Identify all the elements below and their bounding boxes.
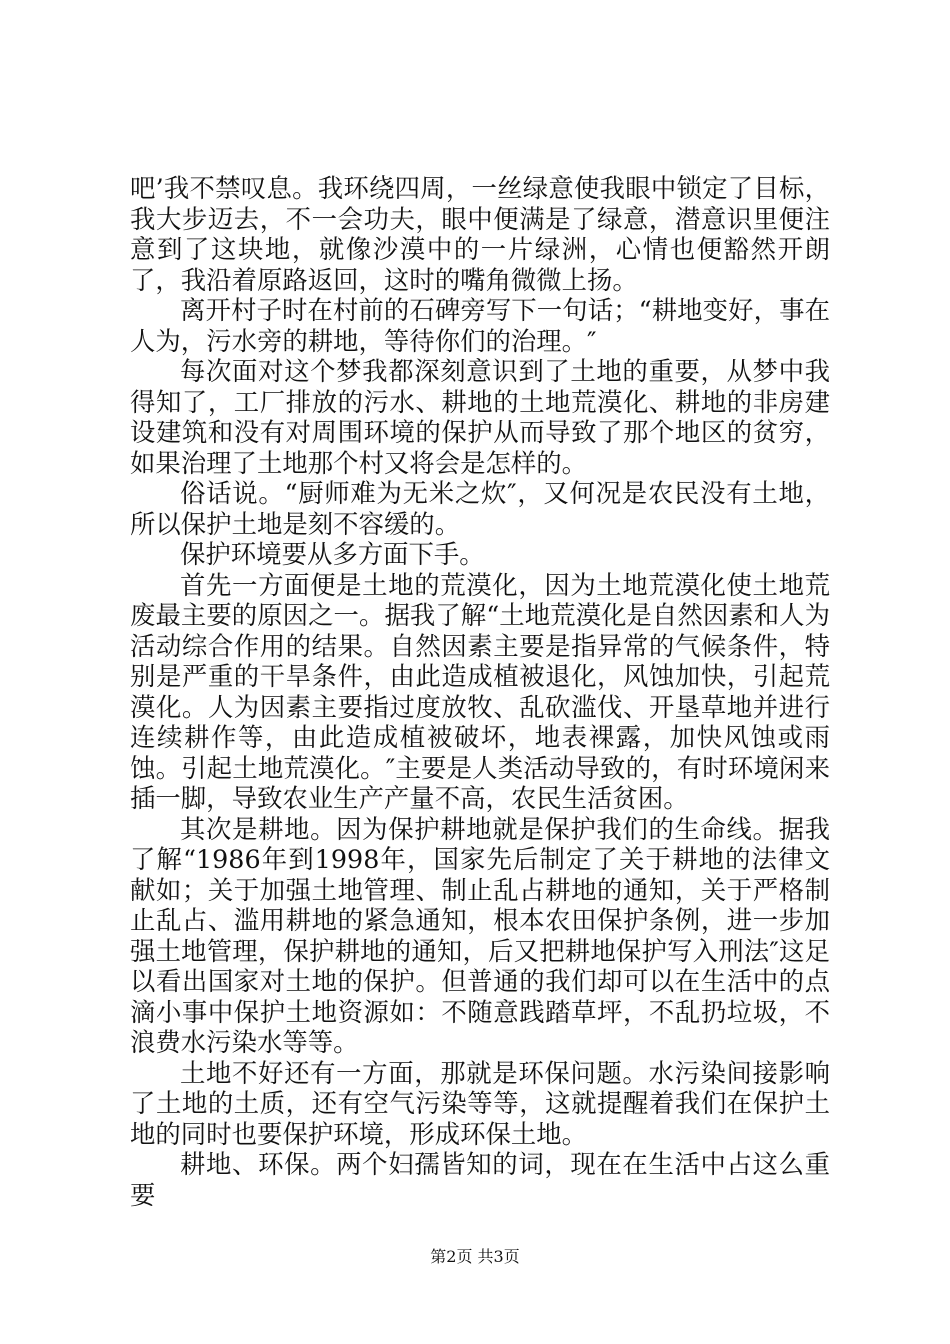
page-number-footer: 第2页 共3页 [430,1247,520,1266]
paragraph-3: 每次面对这个梦我都深刻意识到了土地的重要，从梦中我得知了，工厂排放的污水、耕地的土地荒漠化、耕地的非房建设建筑和没有对周围环境的保护从而导致了那个地区的贫穷，如果治理了土地那个村又将会是怎样的。 [130,356,830,478]
paragraph-1: 吧’我不禁叹息。我环绕四周，一丝绿意使我眼中锁定了目标，我大步迈去，不一会功夫，眼中便满是了绿意，潜意识里便注意到了这块地，就像沙漠中的一片绿洲，心情也便豁然开朗了，我沿着原路返回，这时的嘴角微微上扬。 [130,173,830,295]
paragraph-2: 离开村子时在村前的石碑旁写下一句话；“耕地变好，事在人为，污水旁的耕地，等待你们的治理。″ [130,295,830,356]
paragraph-4: 俗话说。“厨师难为无米之炊″，又何况是农民没有土地，所以保护土地是刻不容缓的。 [130,478,830,539]
document-body [130,173,830,1210]
paragraph-5: 保护环境要从多方面下手。 [180,539,485,569]
paragraph-7: 其次是耕地。因为保护耕地就是保护我们的生命线。据我了解“1986年到1998年，国家先后制定了关于耕地的法律文献如；关于加强土地管理、制止乱占耕地的通知，关于严格制止乱占、滥用耕地的紧急通知，根本农田保护条例，进一步加强土地管理，保护耕地的通知，后又把耕地保护写入刑法″这足以看出国家对土地的保护。但普通的我们却可以在生活中的点滴小事中保护土地资源如：不随意践踏草坪，不乱扔垃圾，不浪费水污染水等等。 [130,813,830,1057]
paragraph-8: 土地不好还有一方面，那就是环保问题。水污染间接影响了土地的土质，还有空气污染等等，这就提醒着我们在保护土地的同时也要保护环境，形成环保土地。 [130,1057,830,1149]
paragraph-6: 首先一方面便是土地的荒漠化，因为土地荒漠化使土地荒废最主要的原因之一。据我了解“土地荒漠化是自然因素和人为活动综合作用的结果。自然因素主要是指异常的气候条件，特别是严重的干旱条件，由此造成植被退化，风蚀加快，引起荒漠化。人为因素主要指过度放牧、乱砍滥伐、开垦草地并进行连续耕作等，由此造成植被破坏，地表裸露，加快风蚀或雨蚀。引起土地荒漠化。″主要是人类活动导致的，有时环境闲来插一脚，导致农业生产产量不高，农民生活贫困。 [130,569,830,813]
paragraph-9: 耕地、环保。两个妇孺皆知的词，现在在生活中占这么重要 [130,1149,830,1210]
